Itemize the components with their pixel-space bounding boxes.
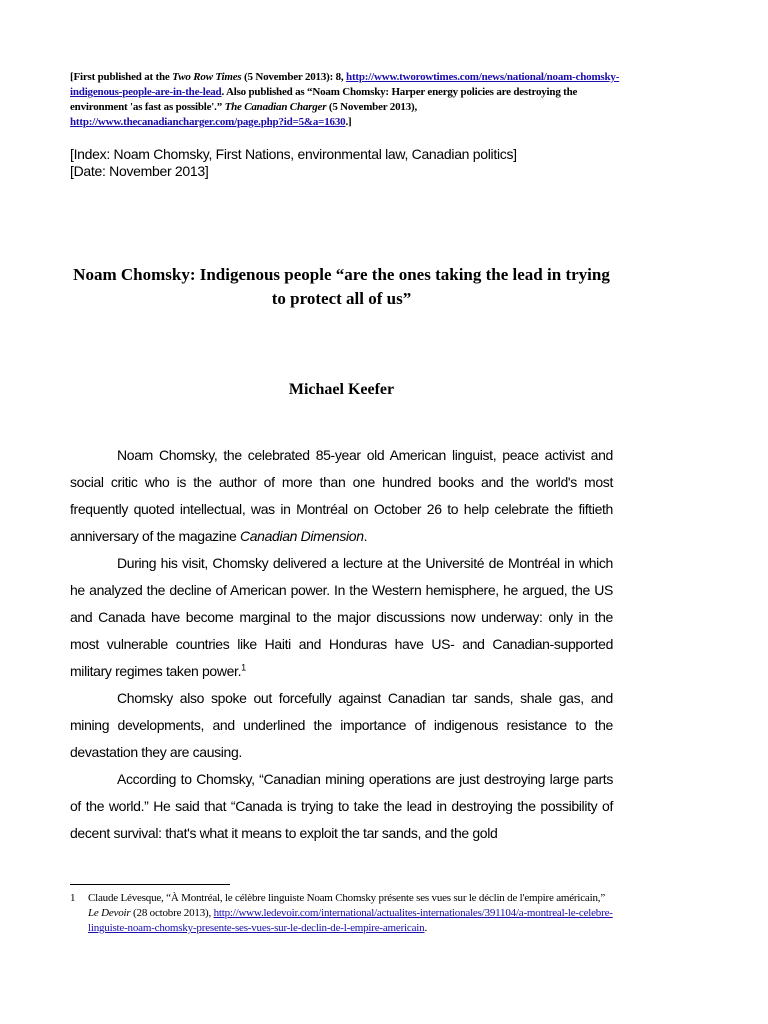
date-line: [Date: November 2013] [70, 163, 209, 179]
paragraph-1 [70, 442, 613, 550]
footnote-journal: Le Devoir [88, 907, 131, 919]
paragraph-2 [70, 550, 613, 685]
paragraph-1-text: Noam Chomsky, the celebrated 85-year old American linguist, peace activist and social critic who is the author of more than one hundred books and the world's most frequently quoted intellectual, was in Montréal on October 26 to help celebrate the fiftieth anniversary of the magazine [70, 447, 613, 544]
footnote-date: (28 octobre 2013), [130, 907, 214, 919]
footnote-citation: Claude Lévesque, “À Montréal, le célèbre linguiste Noam Chomsky présente ses vues sur le déclin de l'empire américain,” [88, 892, 605, 904]
document-meta [70, 146, 630, 180]
magazine-title: Canadian Dimension [239, 528, 364, 544]
pubnote-outlet-2: The Canadian Charger [224, 101, 327, 113]
canadiancharger-link[interactable]: http://www.thecanadiancharger.com/page.php?id=5&a=1630 [70, 116, 346, 128]
paragraph-1-end: . [363, 528, 368, 544]
article-author: Michael Keefer [288, 381, 395, 398]
paragraph-2-text: During his visit, Chomsky delivered a lecture at the Université de Montréal in which he analyzed the decline of American power. In the Western hemisphere, he argued, the US and Canada have become marginal to the major discussions now underway: only in the most vulnerable countries like Haiti and Honduras have US- and Canadian-supported military regimes taken power. [70, 555, 613, 679]
publication-note [70, 70, 630, 130]
footnote-text [88, 891, 615, 936]
article-body [70, 442, 613, 847]
index-line: [Index: Noam Chomsky, First Nations, environmental law, Canadian politics] [70, 146, 517, 162]
footnote-end: . [424, 922, 427, 934]
pubnote-middle: . Also published as “Noam Chomsky: Harper energy policies are destroying the environment 'as fast as possible'.” [70, 86, 578, 113]
article-title: Noam Chomsky: Indigenous people “are the ones taking the lead in trying to protect all of us” [73, 265, 610, 308]
paragraph-3: Chomsky also spoke out forcefully against Canadian tar sands, shale gas, and mining developments, and underlined the importance of indigenous resistance to the devastation they are causing. [70, 690, 613, 760]
footnote [70, 891, 615, 936]
paragraph-4: According to Chomsky, “Canadian mining operations are just destroying large parts of the world.” He said that “Canada is trying to take the lead in destroying the possibility of decent survival: that's what it means to exploit the tar sands, and the gold [70, 771, 613, 841]
pubnote-suffix: .] [345, 116, 352, 128]
footnote-divider [70, 884, 230, 885]
tworowtimes-link[interactable]: http://www.tworowtimes.com/news/national/noam-chomsky-indigenous-people-are-in-the-lead [70, 71, 620, 98]
pubnote-outlet-1: Two Row Times [172, 71, 242, 83]
pubnote-date-2: (5 November 2013), [326, 101, 418, 113]
pubnote-prefix: [First published at the [70, 71, 173, 83]
pubnote-date-1: (5 November 2013): 8, [241, 71, 347, 83]
footnote-number: 1 [70, 892, 76, 904]
footnote-reference[interactable]: 1 [241, 662, 246, 673]
ledevoir-link[interactable]: http://www.ledevoir.com/international/actualites-internationales/391104/a-montreal-le-celebre-linguiste-noam-chomsky-presente-ses-vues-sur-le-declin-de-l-empire-americain [88, 907, 613, 934]
